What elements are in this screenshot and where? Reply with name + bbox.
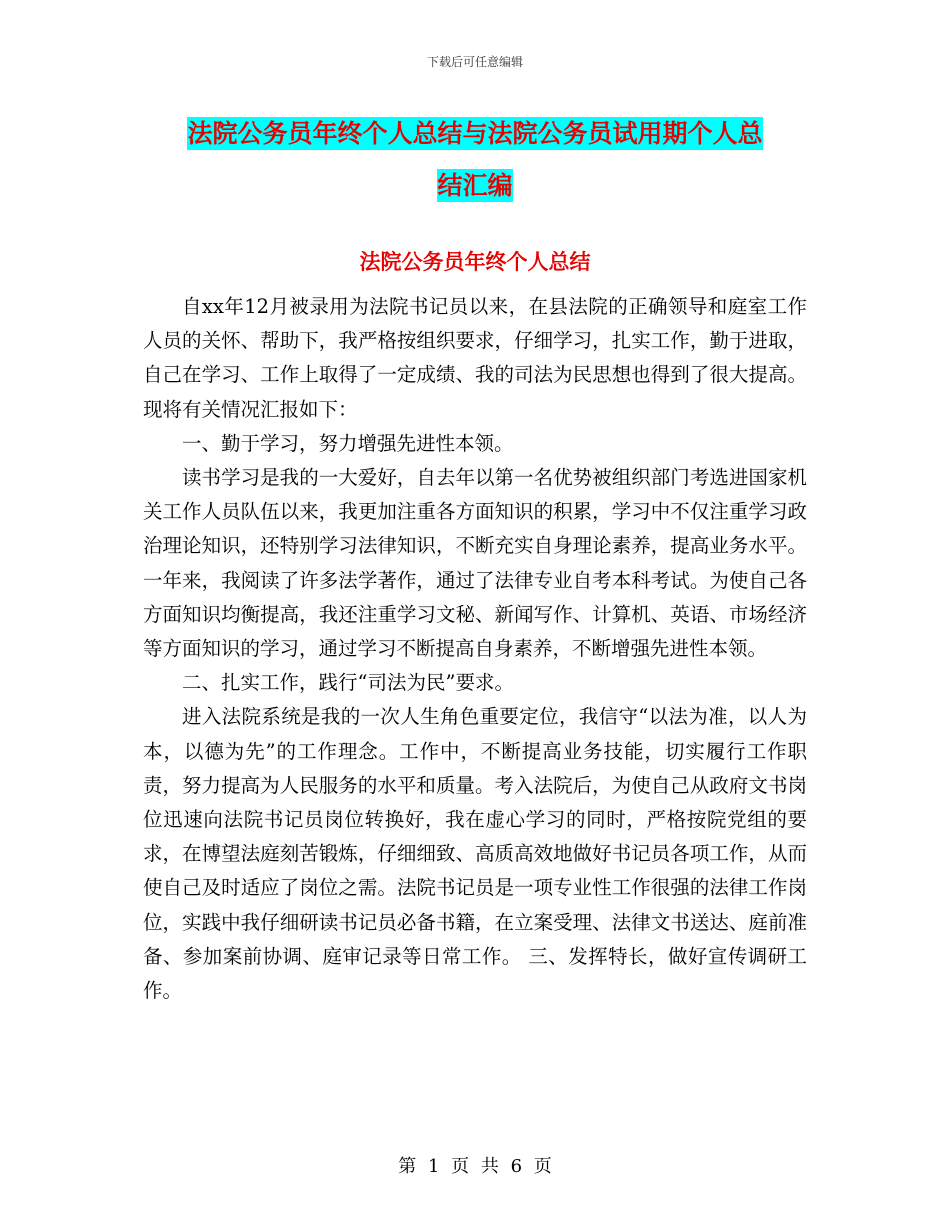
- document-title: [130, 108, 820, 212]
- paragraph-work: 进入法院系统是我的一次人生角色重要定位，我信守“以法为准，以人为本，以德为先”的工作理念。工作中，不断提高业务技能，切实履行工作职责，努力提高为人民服务的水平和质量。考入法院后，为使自己从政府文书岗位迅速向法院书记员岗位转换好，我在虚心学习的同时，严格按院党组的要求，在博望法庭刻苦锻炼，仔细细致、高质高效地做好书记员各项工作，从而使自己及时适应了岗位之需。法院书记员是一项专业性工作很强的法律工作岗位，实践中我仔细研读书记员必备书籍，在立案受理、法律文书送达、庭前准备、参加案前协调、庭审记录等日常工作。 三、发挥特长，做好宣传调研工作。: [143, 705, 807, 1003]
- page-header-note: 下载后可任意编辑: [426, 55, 523, 69]
- paragraph-intro: 自xx年12月被录用为法院书记员以来，在县法院的正确领导和庭室工作人员的关怀、帮助下，我严格按组织要求，仔细学习，扎实工作，勤于进取，自己在学习、工作上取得了一定成绩、我的司法为民思想也得到了很大提高。现将有关情况汇报如下：: [143, 295, 807, 421]
- paragraph-heading-2: 二、扎实工作，践行“司法为民”要求。: [182, 671, 514, 695]
- paragraph-heading-1: 一、勤于学习，努力增强先进性本领。: [182, 431, 514, 455]
- document-body: [143, 290, 807, 1008]
- paragraph-study: 读书学习是我的一大爱好，自去年以第一名优势被组织部门考选进国家机关工作人员队伍以来，我更加注重各方面知识的积累，学习中不仅注重学习政治理论知识，还特别学习法律知识，不断充实自身理论素养，提高业务水平。一年来，我阅读了许多法学著作，通过了法律专业自考本科考试。为使自己各方面知识均衡提高，我还注重学习文秘、新闻写作、计算机、英语、市场经济等方面知识的学习，通过学习不断提高自身素养，不断增强先进性本领。: [143, 466, 807, 661]
- page-footer-page-number: 第 1 页 共 6 页: [398, 1156, 552, 1177]
- document-title-line-2: 结汇编: [437, 171, 513, 200]
- document-title-line-1: 法院公务员年终个人总结与法院公务员试用期个人总: [187, 119, 763, 148]
- section-title: 法院公务员年终个人总结: [359, 250, 591, 274]
